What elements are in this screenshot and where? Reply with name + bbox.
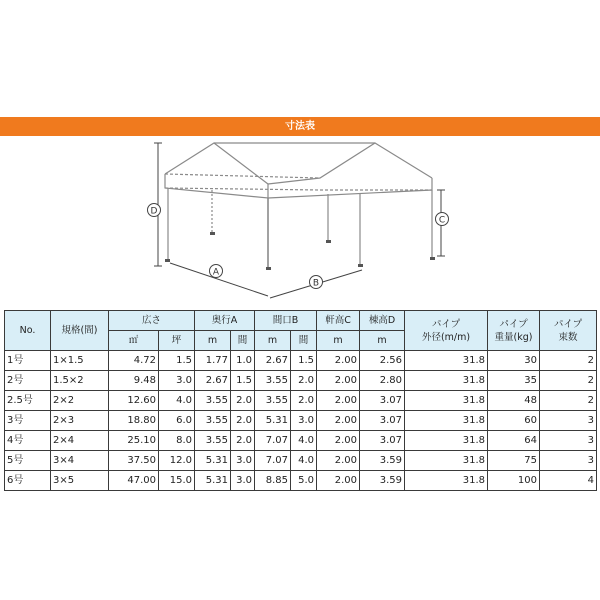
cell-b-ken: 5.0	[291, 471, 317, 491]
header-pipe-weight-line1: パイプ	[499, 318, 528, 330]
cell-m2: 4.72	[109, 351, 159, 371]
cell-no: 6号	[5, 471, 51, 491]
label-d	[148, 204, 161, 217]
cell-spec: 1×1.5	[51, 351, 109, 371]
header-spec: 規格(間)	[51, 311, 109, 351]
table-row	[5, 431, 597, 451]
svg-text:A: A	[212, 267, 220, 278]
header-eave-c: 軒高C	[317, 311, 360, 331]
cell-tsubo: 6.0	[159, 411, 195, 431]
label-a	[210, 265, 223, 278]
cell-wt: 60	[488, 411, 540, 431]
cell-m2: 18.80	[109, 411, 159, 431]
cell-c: 2.00	[317, 391, 360, 411]
cell-a-m: 3.55	[195, 431, 231, 451]
section-title: 寸法表	[0, 117, 600, 136]
header-ridge-d: 棟高D	[360, 311, 405, 331]
cell-wt: 48	[488, 391, 540, 411]
cell-bd: 2	[540, 371, 597, 391]
cell-c: 2.00	[317, 351, 360, 371]
cell-bd: 3	[540, 411, 597, 431]
cell-c: 2.00	[317, 371, 360, 391]
cell-od: 31.8	[405, 371, 488, 391]
cell-no: 1号	[5, 351, 51, 371]
header-pipe-bundles-line1: パイプ	[553, 318, 583, 330]
cell-wt: 35	[488, 371, 540, 391]
cell-od: 31.8	[405, 411, 488, 431]
svg-text:C: C	[438, 215, 446, 226]
cell-b-m: 7.07	[255, 431, 291, 451]
unit-depth-ken: 間	[231, 331, 255, 351]
cell-c: 2.00	[317, 411, 360, 431]
cell-a-ken: 3.0	[231, 451, 255, 471]
cell-c: 2.00	[317, 471, 360, 491]
header-area: 広さ	[109, 311, 195, 331]
header-pipe-weight-line2: 重量(kg)	[494, 331, 533, 343]
cell-b-m: 3.55	[255, 391, 291, 411]
cell-d: 2.56	[360, 351, 405, 371]
unit-eave-m: m	[317, 331, 360, 351]
cell-a-ken: 2.0	[231, 411, 255, 431]
cell-wt: 100	[488, 471, 540, 491]
header-depth-a: 奥行A	[195, 311, 255, 331]
label-c	[436, 213, 449, 226]
cell-d: 3.59	[360, 451, 405, 471]
table-row	[5, 451, 597, 471]
cell-wt: 75	[488, 451, 540, 471]
cell-b-ken: 4.0	[291, 431, 317, 451]
cell-spec: 2×4	[51, 431, 109, 451]
header-pipe-diameter-line2: 外径(m/m)	[421, 331, 471, 343]
cell-a-ken: 3.0	[231, 471, 255, 491]
cell-spec: 3×4	[51, 451, 109, 471]
table-row	[5, 411, 597, 431]
table-row	[5, 351, 597, 371]
cell-od: 31.8	[405, 431, 488, 451]
cell-b-m: 7.07	[255, 451, 291, 471]
cell-bd: 3	[540, 451, 597, 471]
cell-no: 4号	[5, 431, 51, 451]
cell-b-m: 8.85	[255, 471, 291, 491]
unit-area-tsubo: 坪	[159, 331, 195, 351]
cell-a-m: 3.55	[195, 411, 231, 431]
cell-m2: 9.48	[109, 371, 159, 391]
header-pipe-bundles-line2: 束数	[558, 331, 578, 343]
table-row	[5, 391, 597, 411]
table-body	[5, 351, 597, 491]
cell-d: 2.80	[360, 371, 405, 391]
cell-c: 2.00	[317, 431, 360, 451]
cell-no: 2.5号	[5, 391, 51, 411]
cell-tsubo: 4.0	[159, 391, 195, 411]
cell-a-ken: 2.0	[231, 391, 255, 411]
cell-tsubo: 1.5	[159, 351, 195, 371]
unit-ridge-m: m	[360, 331, 405, 351]
cell-b-m: 5.31	[255, 411, 291, 431]
cell-m2: 12.60	[109, 391, 159, 411]
cell-spec: 2×2	[51, 391, 109, 411]
cell-no: 2号	[5, 371, 51, 391]
svg-text:B: B	[312, 278, 320, 289]
unit-front-m: m	[255, 331, 291, 351]
cell-b-ken: 2.0	[291, 391, 317, 411]
cell-spec: 2×3	[51, 411, 109, 431]
cell-b-ken: 1.5	[291, 351, 317, 371]
cell-a-ken: 1.0	[231, 351, 255, 371]
cell-m2: 37.50	[109, 451, 159, 471]
cell-a-m: 1.77	[195, 351, 231, 371]
cell-d: 3.59	[360, 471, 405, 491]
cell-bd: 4	[540, 471, 597, 491]
header-pipe-diameter	[405, 311, 488, 351]
unit-front-ken: 間	[291, 331, 317, 351]
header-pipe-diameter-line1: パイプ	[431, 318, 461, 330]
cell-spec: 1.5×2	[51, 371, 109, 391]
cell-a-m: 5.31	[195, 471, 231, 491]
cell-m2: 25.10	[109, 431, 159, 451]
cell-b-ken: 2.0	[291, 371, 317, 391]
unit-area-m2: ㎡	[109, 331, 159, 351]
table-row	[5, 471, 597, 491]
cell-bd: 3	[540, 431, 597, 451]
cell-b-ken: 3.0	[291, 411, 317, 431]
cell-od: 31.8	[405, 351, 488, 371]
svg-text:D: D	[150, 206, 158, 217]
dimension-table	[4, 310, 597, 491]
cell-d: 3.07	[360, 431, 405, 451]
cell-tsubo: 15.0	[159, 471, 195, 491]
cell-tsubo: 8.0	[159, 431, 195, 451]
header-front-b: 間口B	[255, 311, 317, 331]
cell-a-m: 3.55	[195, 391, 231, 411]
cell-m2: 47.00	[109, 471, 159, 491]
cell-a-m: 2.67	[195, 371, 231, 391]
cell-no: 3号	[5, 411, 51, 431]
header-pipe-bundles	[540, 311, 597, 351]
cell-b-m: 2.67	[255, 351, 291, 371]
cell-tsubo: 3.0	[159, 371, 195, 391]
label-b	[310, 276, 323, 289]
header-pipe-weight	[488, 311, 540, 351]
cell-a-ken: 1.5	[231, 371, 255, 391]
cell-spec: 3×5	[51, 471, 109, 491]
cell-od: 31.8	[405, 451, 488, 471]
cell-a-m: 5.31	[195, 451, 231, 471]
cell-tsubo: 12.0	[159, 451, 195, 471]
cell-c: 2.00	[317, 451, 360, 471]
table-row	[5, 371, 597, 391]
cell-bd: 2	[540, 391, 597, 411]
header-no: No.	[5, 311, 51, 351]
unit-depth-m: m	[195, 331, 231, 351]
cell-a-ken: 2.0	[231, 431, 255, 451]
cell-bd: 2	[540, 351, 597, 371]
cell-wt: 30	[488, 351, 540, 371]
cell-b-m: 3.55	[255, 371, 291, 391]
cell-wt: 64	[488, 431, 540, 451]
cell-d: 3.07	[360, 411, 405, 431]
cell-no: 5号	[5, 451, 51, 471]
cell-d: 3.07	[360, 391, 405, 411]
cell-od: 31.8	[405, 391, 488, 411]
cell-od: 31.8	[405, 471, 488, 491]
cell-b-ken: 4.0	[291, 451, 317, 471]
tent-dimension-diagram	[0, 138, 600, 308]
